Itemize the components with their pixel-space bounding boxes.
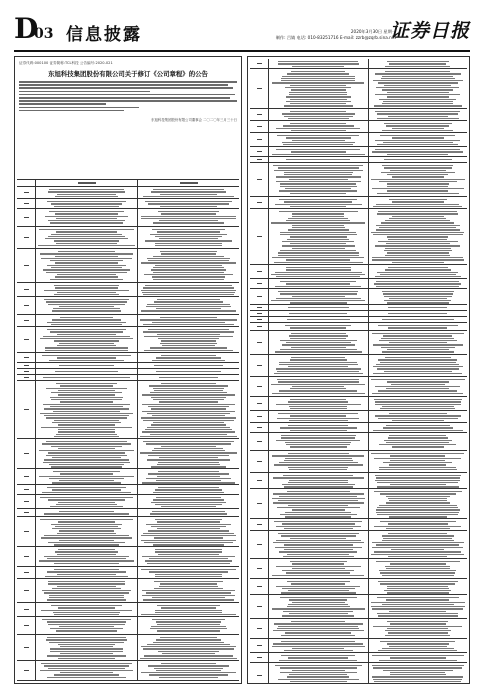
- table-row: [17, 315, 239, 327]
- row-index-cell: [250, 377, 269, 396]
- table-row: [250, 279, 467, 289]
- original-text-cell: [36, 249, 138, 282]
- revised-text-cell: [369, 279, 468, 288]
- revised-text-cell: [138, 199, 239, 208]
- row-index-cell: [17, 283, 36, 296]
- revised-text-cell: [369, 377, 468, 396]
- notice-title: 东旭科技集团股份有限公司关于修订《公司章程》的公告: [48, 70, 208, 78]
- original-text-cell: [36, 353, 138, 362]
- revised-text-cell: [138, 369, 239, 374]
- original-text-cell: [269, 69, 369, 108]
- original-text-cell: [269, 59, 369, 68]
- text-line: [19, 94, 235, 96]
- revised-text-cell: [369, 397, 468, 410]
- row-index-cell: [250, 619, 269, 638]
- original-text-cell: [269, 157, 369, 162]
- text-line: [19, 107, 139, 109]
- original-text-cell: [269, 639, 369, 652]
- revised-text-cell: [369, 209, 468, 264]
- table-row: [17, 297, 239, 315]
- revised-text-cell: [369, 69, 468, 108]
- row-index-cell: [250, 109, 269, 120]
- revised-text-cell: [138, 517, 239, 546]
- original-text-cell: [36, 485, 138, 494]
- row-index-cell: [250, 663, 269, 684]
- original-text-cell: [269, 305, 369, 310]
- original-text-cell: [269, 265, 369, 278]
- table-row: [17, 353, 239, 363]
- original-text-cell: [269, 163, 369, 196]
- original-text-cell: [269, 311, 369, 316]
- revised-text-cell: [369, 133, 468, 146]
- revised-text-cell: [138, 227, 239, 248]
- row-index-cell: [17, 187, 36, 198]
- revised-text-cell: [138, 485, 239, 494]
- row-index-cell: [17, 369, 36, 374]
- row-index-cell: [250, 451, 269, 472]
- revised-text-cell: [138, 381, 239, 438]
- row-index-cell: [250, 59, 269, 68]
- original-text-cell: [36, 509, 138, 516]
- table-row: [17, 509, 239, 517]
- original-text-cell: [269, 397, 369, 410]
- table-row: [17, 579, 239, 603]
- original-text-cell: [269, 489, 369, 518]
- notice-header: [15, 57, 241, 115]
- original-text-cell: [36, 517, 138, 546]
- text-line: [19, 110, 124, 112]
- table-body: [17, 187, 239, 681]
- original-text-cell: [269, 279, 369, 288]
- original-text-cell: [269, 323, 369, 330]
- row-index-cell: [17, 353, 36, 362]
- row-index-cell: [17, 661, 36, 680]
- table-row: [17, 485, 239, 495]
- row-index-cell: [17, 199, 36, 208]
- original-text-cell: [36, 227, 138, 248]
- revised-text-cell: [369, 59, 468, 68]
- row-index-cell: [17, 297, 36, 314]
- text-line: [19, 87, 233, 89]
- original-text-cell: [269, 411, 369, 422]
- table-row: [250, 121, 467, 133]
- original-text-cell: [269, 289, 369, 304]
- table-row: [17, 439, 239, 469]
- table-row: [17, 199, 239, 209]
- table-row: [250, 423, 467, 433]
- table-header: [17, 179, 239, 187]
- row-index-cell: [17, 547, 36, 566]
- original-text-cell: [36, 297, 138, 314]
- header-cell-index: [17, 180, 36, 186]
- original-text-cell: [36, 283, 138, 296]
- revised-text-cell: [369, 451, 468, 472]
- text-line: [19, 84, 228, 86]
- original-text-cell: [269, 451, 369, 472]
- row-index-cell: [250, 317, 269, 322]
- original-text-cell: [269, 109, 369, 120]
- table-row: [250, 209, 467, 265]
- table-row: [17, 495, 239, 509]
- row-index-cell: [250, 197, 269, 208]
- left-column: [14, 56, 242, 684]
- original-text-cell: [269, 473, 369, 488]
- row-index-cell: [17, 375, 36, 380]
- original-text-cell: [36, 363, 138, 368]
- row-index-cell: [250, 579, 269, 594]
- row-index-cell: [17, 579, 36, 602]
- revised-text-cell: [369, 473, 468, 488]
- table-row: [17, 567, 239, 579]
- table-row: [250, 133, 467, 147]
- table-row: [250, 489, 467, 519]
- table-row: [17, 547, 239, 567]
- table-row: [17, 381, 239, 439]
- table-row: [250, 579, 467, 595]
- header-cell-revised: [138, 180, 239, 186]
- original-text-cell: [269, 133, 369, 146]
- row-index-cell: [250, 653, 269, 662]
- table-row: [250, 531, 467, 559]
- original-text-cell: [36, 209, 138, 226]
- original-text-cell: [36, 315, 138, 326]
- table-row: [250, 331, 467, 355]
- revised-text-cell: [138, 567, 239, 578]
- original-text-cell: [269, 531, 369, 558]
- revised-text-cell: [138, 353, 239, 362]
- revised-text-cell: [138, 547, 239, 566]
- table-row: [17, 635, 239, 661]
- original-text-cell: [269, 355, 369, 376]
- table-row: [250, 473, 467, 489]
- row-index-cell: [17, 495, 36, 508]
- original-text-cell: [36, 439, 138, 468]
- row-index-cell: [250, 519, 269, 530]
- table-row: [250, 619, 467, 639]
- table-row: [250, 289, 467, 305]
- row-index-cell: [250, 133, 269, 146]
- text-line: [19, 100, 237, 102]
- row-index-cell: [17, 635, 36, 660]
- revised-text-cell: [138, 469, 239, 484]
- original-text-cell: [269, 519, 369, 530]
- revised-text-cell: [369, 109, 468, 120]
- table-row: [250, 433, 467, 451]
- row-index-cell: [250, 473, 269, 488]
- original-text-cell: [36, 567, 138, 578]
- row-index-cell: [17, 509, 36, 516]
- table-row: [250, 355, 467, 377]
- revised-text-cell: [138, 283, 239, 296]
- row-index-cell: [250, 559, 269, 578]
- table-row: [17, 187, 239, 199]
- original-text-cell: [269, 653, 369, 662]
- original-text-cell: [269, 121, 369, 132]
- row-index-cell: [17, 617, 36, 634]
- row-index-cell: [250, 489, 269, 518]
- revised-text-cell: [138, 617, 239, 634]
- original-text-cell: [269, 559, 369, 578]
- revised-text-cell: [138, 603, 239, 616]
- original-text-cell: [269, 579, 369, 594]
- row-index-cell: [250, 69, 269, 108]
- revised-text-cell: [369, 311, 468, 316]
- original-text-cell: [269, 423, 369, 432]
- table-row: [250, 323, 467, 331]
- notice-code-line: 证券代码:000100 证券简称:TCL科技 公告编号:2020-021: [19, 61, 113, 65]
- revised-text-cell: [138, 297, 239, 314]
- original-text-cell: [269, 331, 369, 354]
- revised-text-cell: [369, 489, 468, 518]
- row-index-cell: [17, 439, 36, 468]
- row-index-cell: [250, 355, 269, 376]
- table-row: [250, 411, 467, 423]
- text-line: [19, 97, 230, 99]
- revised-text-cell: [369, 433, 468, 450]
- table-row: [250, 377, 467, 397]
- header-rule: [14, 50, 470, 52]
- revised-text-cell: [138, 363, 239, 368]
- row-index-cell: [250, 209, 269, 264]
- table-row: [250, 163, 467, 197]
- date-line: 2020年3月30日 星期一: [350, 29, 396, 34]
- revised-text-cell: [369, 147, 468, 156]
- text-line: [19, 81, 237, 83]
- original-text-cell: [269, 317, 369, 322]
- row-index-cell: [17, 485, 36, 494]
- text-line: [19, 103, 106, 105]
- original-text-cell: [36, 369, 138, 374]
- revised-text-cell: [369, 265, 468, 278]
- row-index-cell: [17, 363, 36, 368]
- original-text-cell: [269, 619, 369, 638]
- notice-signature: 东旭科技集团股份有限公司董事会 二〇二〇年三月三十日: [151, 117, 237, 122]
- revised-text-cell: [369, 639, 468, 652]
- table-row: [250, 59, 467, 69]
- right-column: [247, 56, 470, 684]
- original-text-cell: [36, 661, 138, 680]
- original-text-cell: [269, 209, 369, 264]
- row-index-cell: [250, 595, 269, 618]
- original-text-cell: [36, 603, 138, 616]
- revised-text-cell: [369, 355, 468, 376]
- revised-text-cell: [138, 661, 239, 680]
- table-row: [17, 209, 239, 227]
- table-row: [250, 595, 467, 619]
- row-index-cell: [250, 265, 269, 278]
- original-text-cell: [36, 495, 138, 508]
- original-text-cell: [36, 199, 138, 208]
- revised-text-cell: [369, 653, 468, 662]
- row-index-cell: [250, 639, 269, 652]
- revised-text-cell: [369, 157, 468, 162]
- revised-text-cell: [138, 315, 239, 326]
- revised-text-cell: [369, 663, 468, 684]
- table-row: [250, 639, 467, 653]
- text-line: [19, 91, 150, 93]
- row-index-cell: [17, 381, 36, 438]
- notice-intro-text: [19, 81, 237, 111]
- original-text-cell: [36, 187, 138, 198]
- table-row: [250, 265, 467, 279]
- revised-text-cell: [138, 439, 239, 468]
- row-index-cell: [250, 411, 269, 422]
- amendment-table-continued: [250, 59, 467, 681]
- row-index-cell: [250, 531, 269, 558]
- row-index-cell: [17, 469, 36, 484]
- original-text-cell: [36, 327, 138, 352]
- original-text-cell: [36, 375, 138, 380]
- revised-text-cell: [369, 559, 468, 578]
- table-row: [17, 603, 239, 617]
- contact-line: 制作: 吕婧 电话: 010-83251716 E-mail: zzrb@zqrb.sina.net: [275, 35, 396, 40]
- table-row: [17, 517, 239, 547]
- revised-text-cell: [369, 595, 468, 618]
- section-title: 信息披露: [66, 25, 142, 45]
- revised-text-cell: [369, 163, 468, 196]
- revised-text-cell: [369, 619, 468, 638]
- table-row: [250, 519, 467, 531]
- original-text-cell: [36, 617, 138, 634]
- row-index-cell: [250, 121, 269, 132]
- original-text-cell: [269, 433, 369, 450]
- table-row: [17, 227, 239, 249]
- row-index-cell: [250, 289, 269, 304]
- table-row: [17, 617, 239, 635]
- revised-text-cell: [369, 323, 468, 330]
- revised-text-cell: [369, 197, 468, 208]
- table-row: [17, 283, 239, 297]
- masthead: [14, 12, 470, 48]
- original-text-cell: [36, 635, 138, 660]
- header-meta: [276, 29, 396, 41]
- row-index-cell: [250, 311, 269, 316]
- table-row: [17, 327, 239, 353]
- table-row: [250, 109, 467, 121]
- revised-text-cell: [138, 635, 239, 660]
- revised-text-cell: [138, 579, 239, 602]
- table-row: [250, 559, 467, 579]
- page-number: 03: [34, 26, 54, 42]
- row-index-cell: [17, 227, 36, 248]
- original-text-cell: [269, 377, 369, 396]
- newspaper-logo: 证券日报: [389, 20, 470, 42]
- row-index-cell: [250, 147, 269, 156]
- original-text-cell: [269, 197, 369, 208]
- row-index-cell: [250, 331, 269, 354]
- row-index-cell: [17, 567, 36, 578]
- original-text-cell: [36, 381, 138, 438]
- row-index-cell: [250, 279, 269, 288]
- revised-text-cell: [138, 249, 239, 282]
- revised-text-cell: [369, 519, 468, 530]
- revised-text-cell: [369, 305, 468, 310]
- revised-text-cell: [369, 579, 468, 594]
- row-index-cell: [250, 397, 269, 410]
- row-index-cell: [17, 315, 36, 326]
- original-text-cell: [269, 147, 369, 156]
- revised-text-cell: [369, 317, 468, 322]
- row-index-cell: [250, 157, 269, 162]
- row-index-cell: [250, 423, 269, 432]
- original-text-cell: [269, 595, 369, 618]
- original-text-cell: [269, 663, 369, 684]
- original-text-cell: [36, 547, 138, 566]
- row-index-cell: [250, 305, 269, 310]
- row-index-cell: [17, 603, 36, 616]
- revised-text-cell: [369, 423, 468, 432]
- revised-text-cell: [369, 531, 468, 558]
- table-row: [17, 469, 239, 485]
- original-text-cell: [36, 579, 138, 602]
- table-row: [250, 397, 467, 411]
- revised-text-cell: [369, 121, 468, 132]
- table-row: [17, 661, 239, 681]
- revised-text-cell: [138, 327, 239, 352]
- header-cell-original: [36, 180, 138, 186]
- row-index-cell: [17, 517, 36, 546]
- revised-text-cell: [369, 331, 468, 354]
- revised-text-cell: [138, 495, 239, 508]
- table-row: [17, 249, 239, 283]
- row-index-cell: [250, 433, 269, 450]
- table-row: [250, 653, 467, 663]
- row-index-cell: [17, 249, 36, 282]
- revised-text-cell: [138, 509, 239, 516]
- table-row: [250, 147, 467, 157]
- table-row: [250, 451, 467, 473]
- original-text-cell: [36, 469, 138, 484]
- row-index-cell: [250, 163, 269, 196]
- revised-text-cell: [138, 209, 239, 226]
- table-row: [250, 197, 467, 209]
- row-index-cell: [17, 327, 36, 352]
- revised-text-cell: [138, 375, 239, 380]
- revised-text-cell: [138, 187, 239, 198]
- row-index-cell: [250, 323, 269, 330]
- table-row: [250, 663, 467, 684]
- row-index-cell: [17, 209, 36, 226]
- revised-text-cell: [369, 411, 468, 422]
- amendment-table: [17, 179, 239, 681]
- table-row: [250, 69, 467, 109]
- page-letter: D: [14, 12, 39, 45]
- revised-text-cell: [369, 289, 468, 304]
